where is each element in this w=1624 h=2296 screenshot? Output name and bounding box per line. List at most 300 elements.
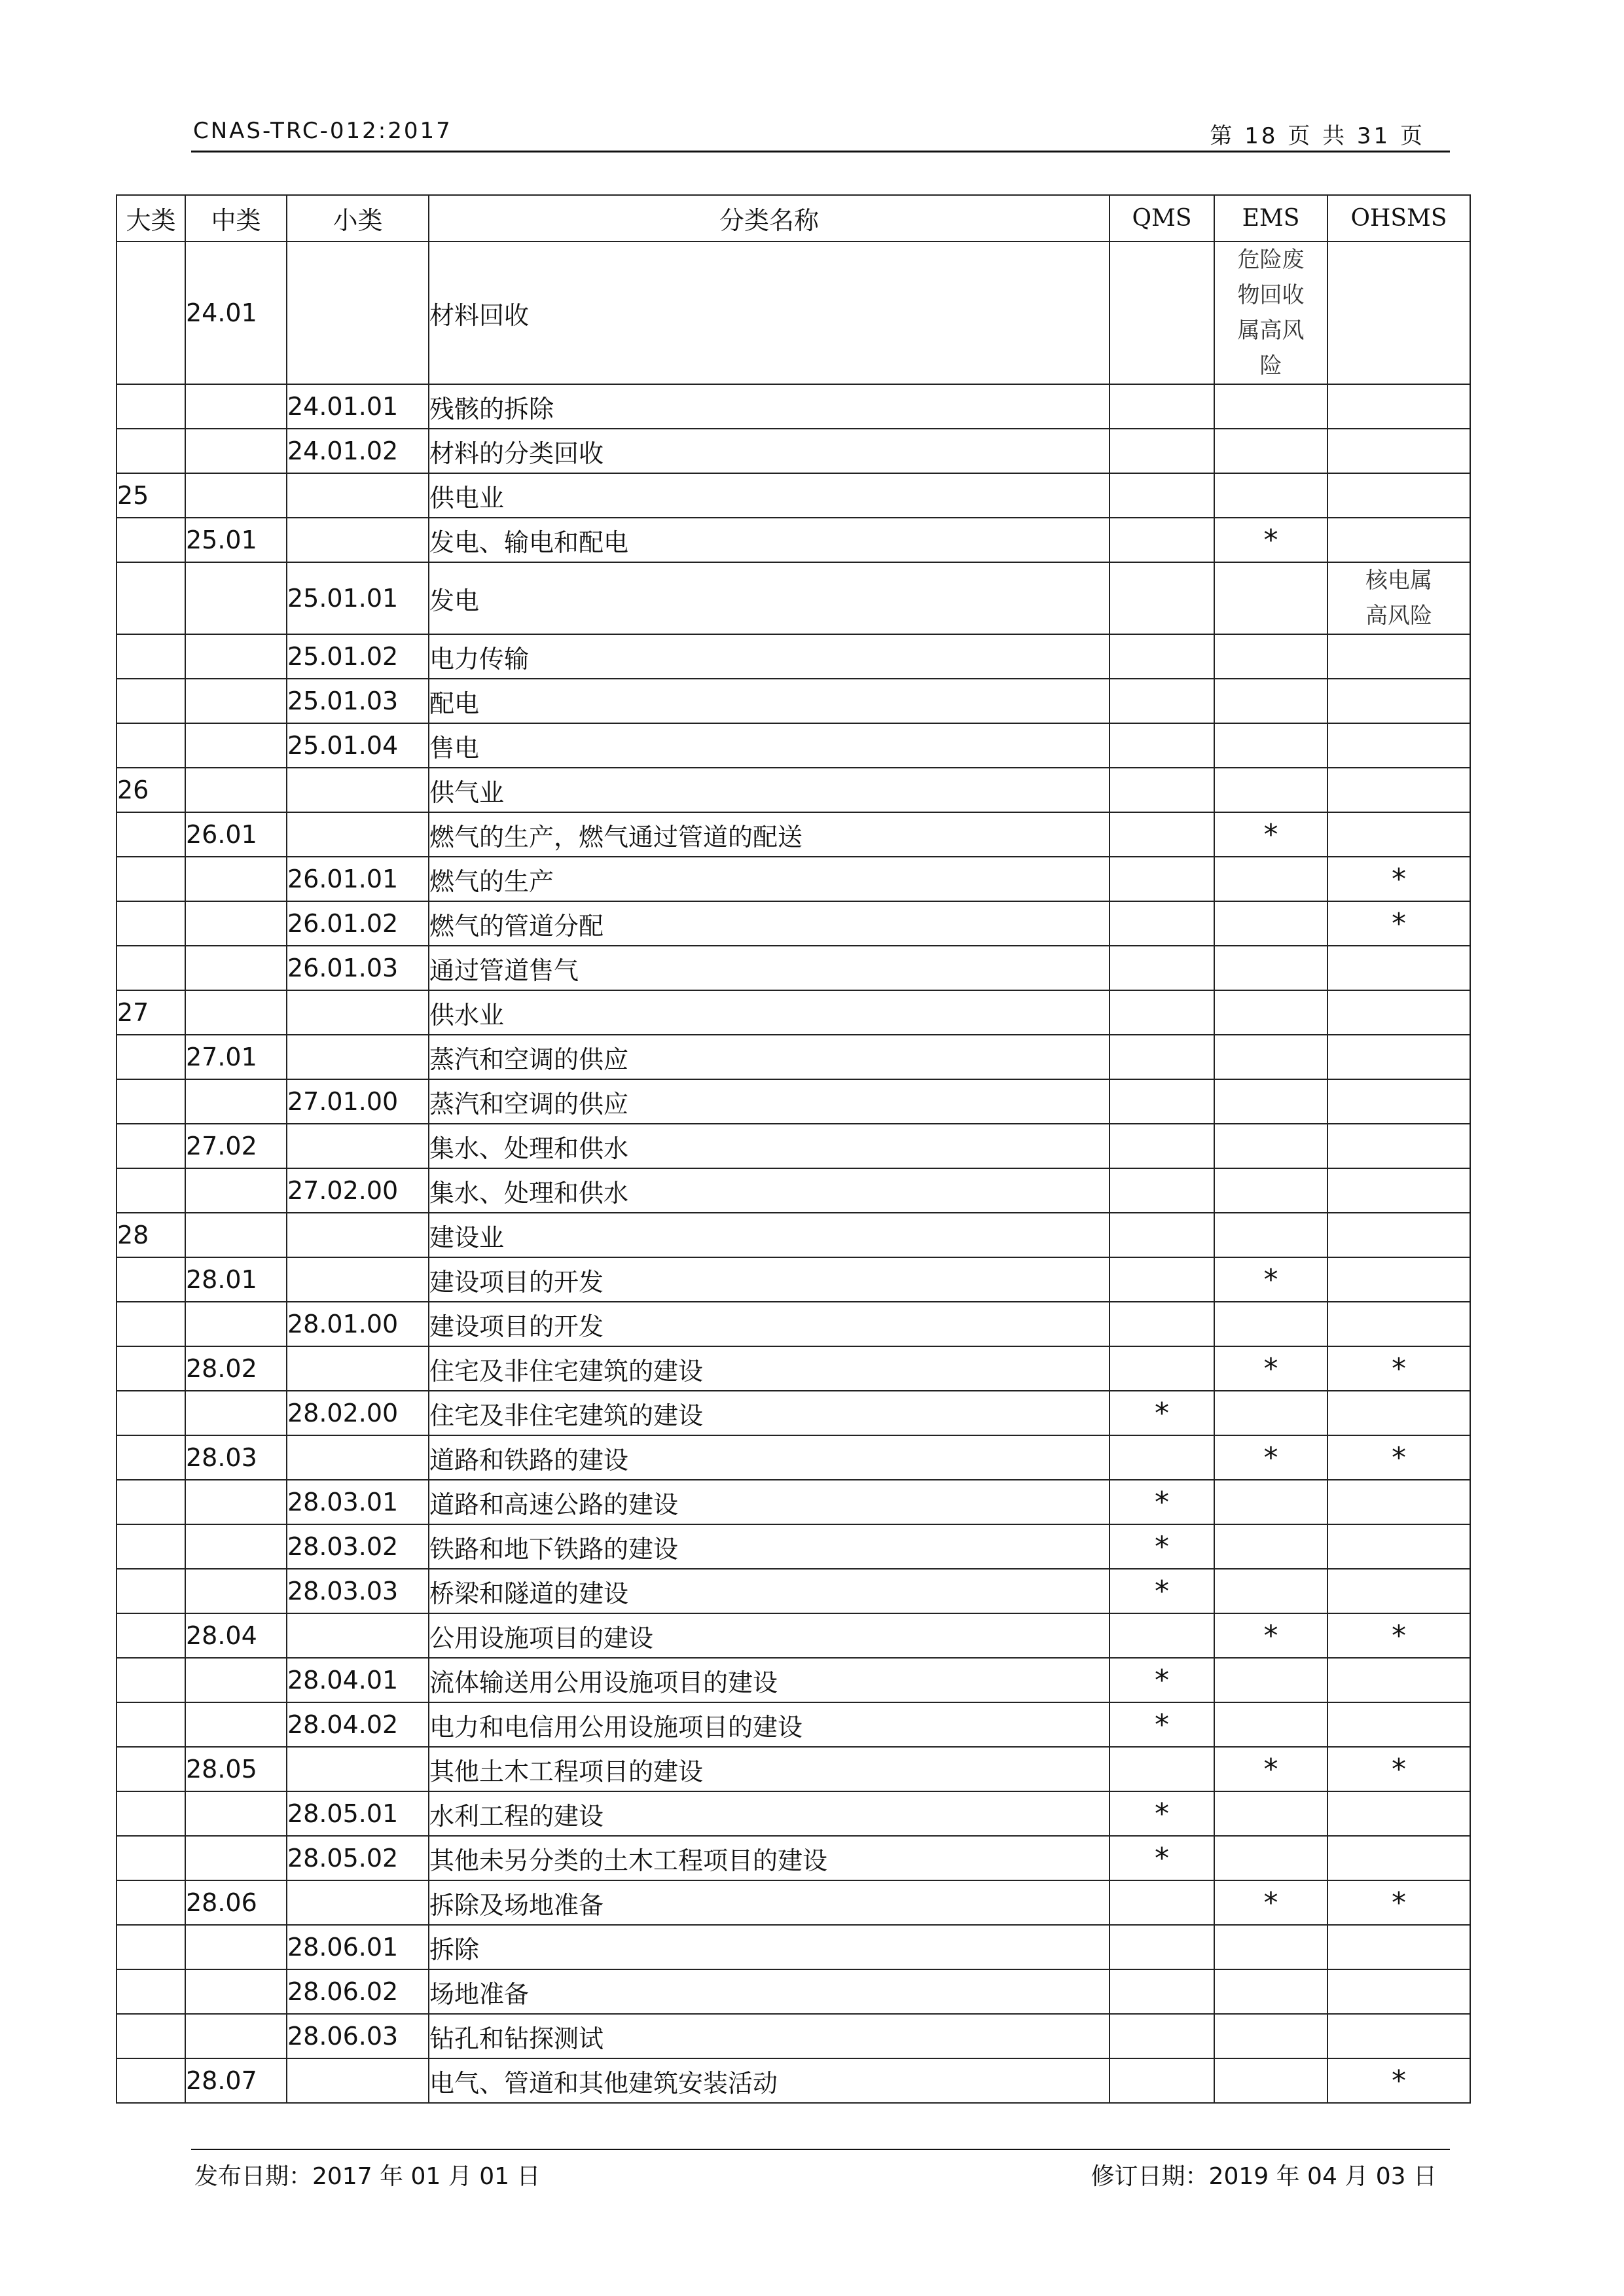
cell-ohsms: * bbox=[1327, 1747, 1470, 1791]
cell-name: 材料回收 bbox=[429, 242, 1110, 384]
cell-mid: 28.07 bbox=[185, 2058, 287, 2103]
cell-ohsms bbox=[1327, 242, 1470, 384]
cell-mid bbox=[185, 723, 287, 768]
cell-name: 燃气的管道分配 bbox=[429, 901, 1110, 946]
cell-ems: * bbox=[1214, 1435, 1327, 1480]
cell-qms bbox=[1110, 901, 1214, 946]
cell-minor: 25.01.01 bbox=[287, 562, 429, 634]
cell-mid: 28.01 bbox=[185, 1257, 287, 1302]
cell-minor bbox=[287, 242, 429, 384]
cell-ems bbox=[1214, 990, 1327, 1035]
cell-major: 28 bbox=[117, 1213, 185, 1257]
cell-name: 通过管道售气 bbox=[429, 946, 1110, 990]
cell-ohsms bbox=[1327, 1168, 1470, 1213]
cell-qms bbox=[1110, 562, 1214, 634]
cell-major bbox=[117, 1435, 185, 1480]
table-row bbox=[117, 473, 1470, 518]
cell-ohsms bbox=[1327, 1925, 1470, 1969]
table-row bbox=[117, 384, 1470, 429]
cell-ems bbox=[1214, 1969, 1327, 2014]
cell-mid bbox=[185, 1658, 287, 1702]
cell-name: 铁路和地下铁路的建设 bbox=[429, 1524, 1110, 1569]
cell-qms: * bbox=[1110, 1569, 1214, 1613]
cell-name: 售电 bbox=[429, 723, 1110, 768]
table-row bbox=[117, 857, 1470, 901]
cell-mid: 25.01 bbox=[185, 518, 287, 562]
cell-ohsms bbox=[1327, 429, 1470, 473]
cell-qms bbox=[1110, 1435, 1214, 1480]
cell-mid: 24.01 bbox=[185, 242, 287, 384]
col-header-name: 分类名称 bbox=[429, 195, 1110, 242]
revision-date: 修订日期：2019 年 04 月 03 日 bbox=[1091, 2163, 1437, 2190]
cell-name: 供电业 bbox=[429, 473, 1110, 518]
cell-minor: 28.04.01 bbox=[287, 1658, 429, 1702]
cell-ems bbox=[1214, 2014, 1327, 2058]
cell-name: 道路和高速公路的建设 bbox=[429, 1480, 1110, 1524]
table-row bbox=[117, 2058, 1470, 2103]
cell-minor: 24.01.01 bbox=[287, 384, 429, 429]
cell-name: 住宅及非住宅建筑的建设 bbox=[429, 1346, 1110, 1391]
cell-mid bbox=[185, 679, 287, 723]
cell-ems bbox=[1214, 634, 1327, 679]
cell-name: 其他土木工程项目的建设 bbox=[429, 1747, 1110, 1791]
cell-name: 集水、处理和供水 bbox=[429, 1168, 1110, 1213]
cell-mid: 28.03 bbox=[185, 1435, 287, 1480]
cell-ohsms bbox=[1327, 1791, 1470, 1836]
cell-qms bbox=[1110, 429, 1214, 473]
footer-rule bbox=[191, 2149, 1450, 2150]
cell-major bbox=[117, 384, 185, 429]
cell-name: 拆除 bbox=[429, 1925, 1110, 1969]
cell-qms bbox=[1110, 990, 1214, 1035]
cell-major bbox=[117, 1346, 185, 1391]
cell-major bbox=[117, 1391, 185, 1435]
cell-qms bbox=[1110, 723, 1214, 768]
col-header-mid: 中类 bbox=[185, 195, 287, 242]
cell-mid bbox=[185, 1302, 287, 1346]
cell-ems bbox=[1214, 1524, 1327, 1569]
cell-major bbox=[117, 1480, 185, 1524]
cell-ohsms: * bbox=[1327, 1346, 1470, 1391]
cell-major bbox=[117, 946, 185, 990]
cell-major bbox=[117, 518, 185, 562]
cell-ems: * bbox=[1214, 1257, 1327, 1302]
cell-ems bbox=[1214, 768, 1327, 812]
cell-minor bbox=[287, 1035, 429, 1079]
cell-qms bbox=[1110, 1346, 1214, 1391]
cell-mid bbox=[185, 990, 287, 1035]
cell-ems: * bbox=[1214, 812, 1327, 857]
cell-minor: 25.01.02 bbox=[287, 634, 429, 679]
cell-mid bbox=[185, 1168, 287, 1213]
cell-ohsms bbox=[1327, 768, 1470, 812]
cell-mid bbox=[185, 1836, 287, 1880]
cell-mid bbox=[185, 857, 287, 901]
cell-minor: 24.01.02 bbox=[287, 429, 429, 473]
cell-mid bbox=[185, 768, 287, 812]
cell-ems bbox=[1214, 1925, 1327, 1969]
cell-name: 供气业 bbox=[429, 768, 1110, 812]
cell-minor: 28.06.03 bbox=[287, 2014, 429, 2058]
cell-ems: * bbox=[1214, 1346, 1327, 1391]
cell-minor: 28.03.02 bbox=[287, 1524, 429, 1569]
cell-qms bbox=[1110, 946, 1214, 990]
table-row bbox=[117, 242, 1470, 384]
cell-ohsms bbox=[1327, 1079, 1470, 1124]
cell-mid bbox=[185, 429, 287, 473]
cell-major bbox=[117, 1302, 185, 1346]
table-row bbox=[117, 1435, 1470, 1480]
cell-minor: 27.02.00 bbox=[287, 1168, 429, 1213]
cell-qms bbox=[1110, 242, 1214, 384]
cell-mid bbox=[185, 1213, 287, 1257]
cell-minor bbox=[287, 2058, 429, 2103]
table-row bbox=[117, 1524, 1470, 1569]
cell-minor: 28.03.01 bbox=[287, 1480, 429, 1524]
cell-mid bbox=[185, 1079, 287, 1124]
cell-mid: 28.06 bbox=[185, 1880, 287, 1925]
table-row bbox=[117, 1257, 1470, 1302]
cell-ohsms bbox=[1327, 1569, 1470, 1613]
table-row bbox=[117, 634, 1470, 679]
cell-mid bbox=[185, 1702, 287, 1747]
cell-minor bbox=[287, 1613, 429, 1658]
cell-name: 道路和铁路的建设 bbox=[429, 1435, 1110, 1480]
cell-major: 27 bbox=[117, 990, 185, 1035]
cell-mid: 27.02 bbox=[185, 1124, 287, 1168]
cell-major bbox=[117, 242, 185, 384]
header-rule bbox=[191, 151, 1450, 152]
cell-qms bbox=[1110, 1969, 1214, 2014]
cell-name: 桥梁和隧道的建设 bbox=[429, 1569, 1110, 1613]
cell-name: 燃气的生产 bbox=[429, 857, 1110, 901]
cell-ohsms bbox=[1327, 1836, 1470, 1880]
cell-minor: 28.02.00 bbox=[287, 1391, 429, 1435]
table-row bbox=[117, 1836, 1470, 1880]
cell-major bbox=[117, 1969, 185, 2014]
table-row bbox=[117, 1035, 1470, 1079]
cell-minor: 28.05.01 bbox=[287, 1791, 429, 1836]
cell-minor bbox=[287, 990, 429, 1035]
cell-mid: 27.01 bbox=[185, 1035, 287, 1079]
cell-minor: 25.01.03 bbox=[287, 679, 429, 723]
cell-ems bbox=[1214, 384, 1327, 429]
cell-mid: 26.01 bbox=[185, 812, 287, 857]
cell-minor bbox=[287, 1346, 429, 1391]
cell-qms bbox=[1110, 2058, 1214, 2103]
cell-qms bbox=[1110, 634, 1214, 679]
cell-ems bbox=[1214, 901, 1327, 946]
note-line: 核电属 bbox=[1365, 567, 1432, 594]
cell-qms bbox=[1110, 768, 1214, 812]
cell-major bbox=[117, 679, 185, 723]
cell-qms bbox=[1110, 473, 1214, 518]
cell-mid: 28.05 bbox=[185, 1747, 287, 1791]
cell-name: 建设项目的开发 bbox=[429, 1257, 1110, 1302]
cell-qms bbox=[1110, 1168, 1214, 1213]
cell-name: 场地准备 bbox=[429, 1969, 1110, 2014]
cell-ohsms: * bbox=[1327, 901, 1470, 946]
cell-minor bbox=[287, 1257, 429, 1302]
cell-major bbox=[117, 1079, 185, 1124]
cell-minor: 28.03.03 bbox=[287, 1569, 429, 1613]
note-line: 属高风 bbox=[1237, 317, 1305, 344]
table-row bbox=[117, 1302, 1470, 1346]
cell-minor bbox=[287, 1435, 429, 1480]
col-header-ems: EMS bbox=[1214, 195, 1327, 242]
cell-name: 发电、输电和配电 bbox=[429, 518, 1110, 562]
cell-major: 26 bbox=[117, 768, 185, 812]
cell-ohsms: * bbox=[1327, 2058, 1470, 2103]
cell-mid: 28.02 bbox=[185, 1346, 287, 1391]
table-row bbox=[117, 679, 1470, 723]
cell-name: 公用设施项目的建设 bbox=[429, 1613, 1110, 1658]
cell-minor bbox=[287, 1880, 429, 1925]
cell-ems bbox=[1214, 1836, 1327, 1880]
cell-qms: * bbox=[1110, 1480, 1214, 1524]
cell-minor: 28.01.00 bbox=[287, 1302, 429, 1346]
cell-minor: 26.01.02 bbox=[287, 901, 429, 946]
cell-major bbox=[117, 1747, 185, 1791]
cell-minor bbox=[287, 473, 429, 518]
table-row bbox=[117, 1969, 1470, 2014]
cell-major bbox=[117, 2058, 185, 2103]
cell-qms bbox=[1110, 518, 1214, 562]
cell-name: 其他未另分类的土木工程项目的建设 bbox=[429, 1836, 1110, 1880]
cell-ohsms bbox=[1327, 1213, 1470, 1257]
cell-minor: 28.06.02 bbox=[287, 1969, 429, 2014]
cell-major bbox=[117, 723, 185, 768]
table-row bbox=[117, 1658, 1470, 1702]
cell-qms: * bbox=[1110, 1702, 1214, 1747]
table-row bbox=[117, 1702, 1470, 1747]
cell-name: 电气、管道和其他建筑安装活动 bbox=[429, 2058, 1110, 2103]
cell-ohsms bbox=[1327, 634, 1470, 679]
table-row bbox=[117, 2014, 1470, 2058]
note-line: 危险废 bbox=[1237, 247, 1305, 273]
cell-ohsms bbox=[1327, 1969, 1470, 2014]
cell-minor: 28.05.02 bbox=[287, 1836, 429, 1880]
cell-ems bbox=[1214, 1480, 1327, 1524]
cell-ohsms bbox=[1327, 946, 1470, 990]
cell-major bbox=[117, 1791, 185, 1836]
cell-name: 蒸汽和空调的供应 bbox=[429, 1035, 1110, 1079]
table-row bbox=[117, 1791, 1470, 1836]
cell-name: 建设项目的开发 bbox=[429, 1302, 1110, 1346]
cell-qms bbox=[1110, 1124, 1214, 1168]
cell-ems bbox=[1214, 1702, 1327, 1747]
cell-major bbox=[117, 429, 185, 473]
cell-qms: * bbox=[1110, 1391, 1214, 1435]
cell-major bbox=[117, 562, 185, 634]
cell-major bbox=[117, 634, 185, 679]
cell-ohsms bbox=[1327, 812, 1470, 857]
cell-ohsms bbox=[1327, 723, 1470, 768]
cell-ohsms bbox=[1327, 1524, 1470, 1569]
table-row bbox=[117, 1391, 1470, 1435]
cell-major bbox=[117, 1702, 185, 1747]
table-row bbox=[117, 429, 1470, 473]
note-line: 物回收 bbox=[1237, 282, 1305, 308]
cell-qms bbox=[1110, 1925, 1214, 1969]
table-row bbox=[117, 1480, 1470, 1524]
cell-mid bbox=[185, 1480, 287, 1524]
cell-mid: 28.04 bbox=[185, 1613, 287, 1658]
cell-name: 水利工程的建设 bbox=[429, 1791, 1110, 1836]
table-row bbox=[117, 1747, 1470, 1791]
cell-ems bbox=[1214, 679, 1327, 723]
cell-major: 25 bbox=[117, 473, 185, 518]
cell-qms bbox=[1110, 1213, 1214, 1257]
cell-major bbox=[117, 857, 185, 901]
cell-ohsms: * bbox=[1327, 857, 1470, 901]
note-line: 险 bbox=[1259, 353, 1282, 379]
cell-major bbox=[117, 1925, 185, 1969]
cell-ems bbox=[1214, 1124, 1327, 1168]
col-header-qms: QMS bbox=[1110, 195, 1214, 242]
table-row bbox=[117, 1880, 1470, 1925]
cell-ems bbox=[1214, 473, 1327, 518]
cell-ohsms bbox=[1327, 1658, 1470, 1702]
cell-minor bbox=[287, 1124, 429, 1168]
cell-ems bbox=[1214, 946, 1327, 990]
cell-ems bbox=[1214, 1302, 1327, 1346]
issue-date: 发布日期：2017 年 01 月 01 日 bbox=[194, 2163, 541, 2190]
table-row bbox=[117, 1124, 1470, 1168]
col-header-major: 大类 bbox=[117, 195, 185, 242]
cell-major bbox=[117, 1257, 185, 1302]
cell-name: 电力传输 bbox=[429, 634, 1110, 679]
cell-minor: 26.01.03 bbox=[287, 946, 429, 990]
cell-ohsms bbox=[1327, 1035, 1470, 1079]
cell-qms: * bbox=[1110, 1836, 1214, 1880]
cell-ohsms bbox=[1327, 1257, 1470, 1302]
cell-name: 集水、处理和供水 bbox=[429, 1124, 1110, 1168]
cell-ems bbox=[1214, 1168, 1327, 1213]
cell-qms bbox=[1110, 1035, 1214, 1079]
cell-qms: * bbox=[1110, 1524, 1214, 1569]
cell-qms: * bbox=[1110, 1791, 1214, 1836]
table-row bbox=[117, 812, 1470, 857]
cell-major bbox=[117, 2014, 185, 2058]
table-row bbox=[117, 518, 1470, 562]
cell-ohsms-note bbox=[1327, 562, 1470, 634]
cell-major bbox=[117, 812, 185, 857]
cell-major bbox=[117, 1836, 185, 1880]
cell-qms bbox=[1110, 1302, 1214, 1346]
cell-qms bbox=[1110, 812, 1214, 857]
cell-name: 蒸汽和空调的供应 bbox=[429, 1079, 1110, 1124]
cell-name: 燃气的生产，燃气通过管道的配送 bbox=[429, 812, 1110, 857]
cell-ems bbox=[1214, 1391, 1327, 1435]
cell-ohsms bbox=[1327, 679, 1470, 723]
cell-qms bbox=[1110, 1079, 1214, 1124]
table-row bbox=[117, 1168, 1470, 1213]
cell-mid bbox=[185, 562, 287, 634]
cell-name: 拆除及场地准备 bbox=[429, 1880, 1110, 1925]
cell-minor: 25.01.04 bbox=[287, 723, 429, 768]
cell-ohsms bbox=[1327, 384, 1470, 429]
table-row bbox=[117, 768, 1470, 812]
cell-ems bbox=[1214, 857, 1327, 901]
cell-ems-note bbox=[1214, 242, 1327, 384]
cell-mid bbox=[185, 2014, 287, 2058]
table-row bbox=[117, 1925, 1470, 1969]
cell-mid bbox=[185, 384, 287, 429]
cell-mid bbox=[185, 946, 287, 990]
cell-qms bbox=[1110, 1880, 1214, 1925]
cell-mid bbox=[185, 1791, 287, 1836]
cell-major bbox=[117, 901, 185, 946]
cell-ohsms bbox=[1327, 990, 1470, 1035]
cell-qms bbox=[1110, 384, 1214, 429]
cell-ohsms: * bbox=[1327, 1880, 1470, 1925]
cell-ems bbox=[1214, 1791, 1327, 1836]
cell-name: 流体输送用公用设施项目的建设 bbox=[429, 1658, 1110, 1702]
cell-qms bbox=[1110, 857, 1214, 901]
cell-ohsms bbox=[1327, 1702, 1470, 1747]
cell-ohsms bbox=[1327, 1391, 1470, 1435]
cell-name: 材料的分类回收 bbox=[429, 429, 1110, 473]
cell-minor: 28.04.02 bbox=[287, 1702, 429, 1747]
cell-minor bbox=[287, 518, 429, 562]
cell-major bbox=[117, 1880, 185, 1925]
cell-ems: * bbox=[1214, 1747, 1327, 1791]
cell-ems bbox=[1214, 723, 1327, 768]
cell-qms bbox=[1110, 1613, 1214, 1658]
cell-ohsms bbox=[1327, 2014, 1470, 2058]
classification-table bbox=[116, 194, 1471, 2104]
cell-mid bbox=[185, 901, 287, 946]
cell-ems: * bbox=[1214, 1880, 1327, 1925]
cell-major bbox=[117, 1035, 185, 1079]
table-row bbox=[117, 946, 1470, 990]
cell-minor: 28.06.01 bbox=[287, 1925, 429, 1969]
table-header-row bbox=[117, 195, 1470, 242]
cell-minor bbox=[287, 1213, 429, 1257]
cell-name: 电力和电信用公用设施项目的建设 bbox=[429, 1702, 1110, 1747]
cell-ohsms bbox=[1327, 518, 1470, 562]
table-row bbox=[117, 1213, 1470, 1257]
cell-ems bbox=[1214, 1569, 1327, 1613]
cell-mid bbox=[185, 1524, 287, 1569]
cell-major bbox=[117, 1524, 185, 1569]
cell-qms bbox=[1110, 2014, 1214, 2058]
cell-ems bbox=[1214, 2058, 1327, 2103]
cell-ohsms bbox=[1327, 1124, 1470, 1168]
cell-mid bbox=[185, 1391, 287, 1435]
cell-ems bbox=[1214, 1213, 1327, 1257]
cell-ohsms bbox=[1327, 1480, 1470, 1524]
cell-minor bbox=[287, 812, 429, 857]
table-row bbox=[117, 723, 1470, 768]
cell-ems bbox=[1214, 1079, 1327, 1124]
cell-minor: 26.01.01 bbox=[287, 857, 429, 901]
cell-qms bbox=[1110, 1747, 1214, 1791]
cell-mid bbox=[185, 634, 287, 679]
table-row bbox=[117, 990, 1470, 1035]
cell-ems: * bbox=[1214, 518, 1327, 562]
cell-ohsms bbox=[1327, 473, 1470, 518]
table-row bbox=[117, 901, 1470, 946]
cell-qms bbox=[1110, 679, 1214, 723]
cell-mid bbox=[185, 1969, 287, 2014]
col-header-minor: 小类 bbox=[287, 195, 429, 242]
table-row bbox=[117, 1569, 1470, 1613]
table-body bbox=[117, 242, 1470, 2103]
table-row bbox=[117, 1079, 1470, 1124]
cell-ems bbox=[1214, 429, 1327, 473]
